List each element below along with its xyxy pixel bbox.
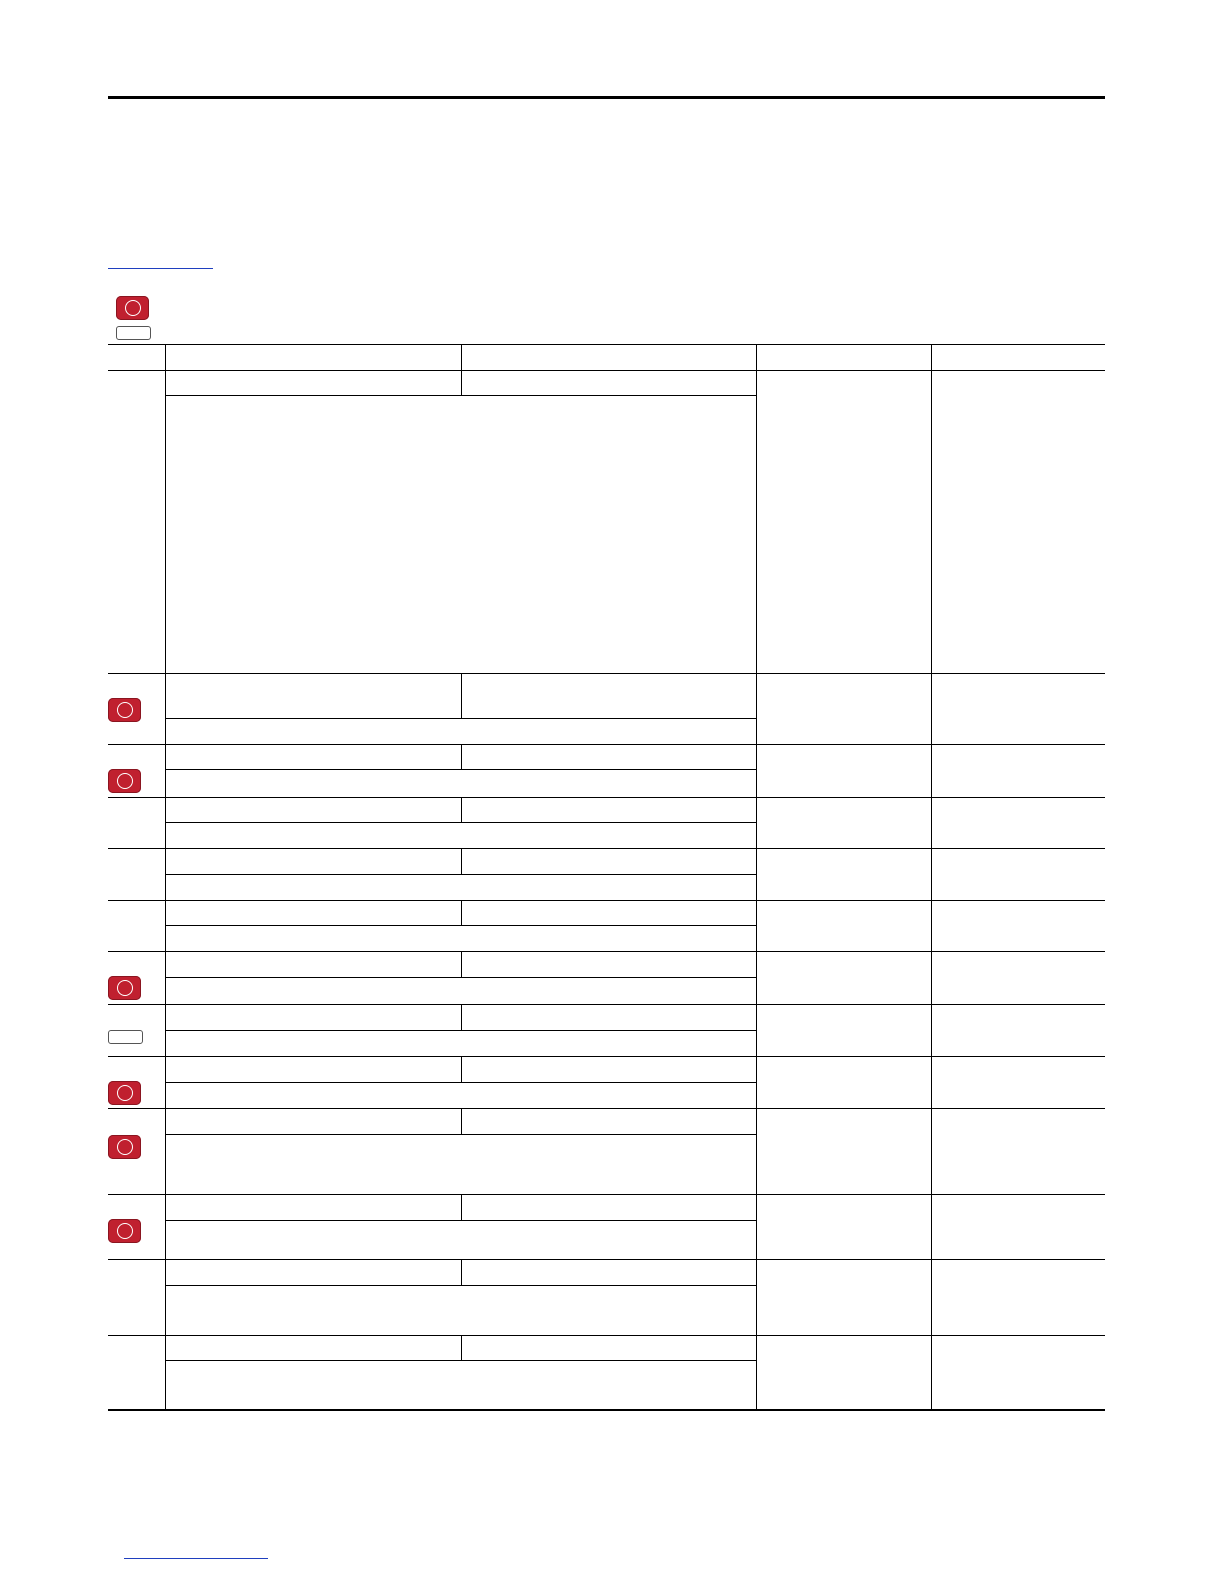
- column-divider: [756, 370, 757, 1410]
- cell-divider: [461, 797, 462, 822]
- cell-divider: [461, 900, 462, 925]
- circle-icon: [117, 980, 133, 996]
- cell-divider: [461, 1004, 462, 1030]
- cell-divider: [461, 673, 462, 718]
- cell-divider: [461, 744, 462, 769]
- access-badge: [108, 1135, 141, 1159]
- column-divider: [931, 370, 932, 1410]
- row-rule: [108, 1004, 1105, 1005]
- row-rule: [108, 951, 1105, 952]
- legend-outline-box: [116, 326, 151, 340]
- subrow-rule: [165, 874, 757, 875]
- subrow-rule: [165, 1134, 757, 1135]
- subrow-rule: [165, 925, 757, 926]
- access-badge: [108, 976, 141, 1000]
- row-rule: [108, 1108, 1105, 1109]
- footer-link[interactable]: [124, 1558, 268, 1559]
- header-divider: [165, 344, 166, 370]
- circle-icon: [117, 1085, 133, 1101]
- cell-divider: [461, 1194, 462, 1220]
- row-rule: [108, 370, 1105, 371]
- circle-icon: [117, 702, 133, 718]
- table-bottom-rule: [108, 1409, 1105, 1411]
- row-rule: [108, 1056, 1105, 1057]
- row-rule: [108, 900, 1105, 901]
- row-rule: [108, 744, 1105, 745]
- cell-divider: [461, 951, 462, 977]
- row-rule: [108, 1335, 1105, 1336]
- blank-box-icon: [108, 1030, 143, 1044]
- subrow-rule: [165, 718, 757, 719]
- cell-divider: [461, 848, 462, 874]
- header-divider: [461, 344, 462, 370]
- circle-icon: [117, 773, 133, 789]
- subrow-rule: [165, 1082, 757, 1083]
- access-badge: [108, 1219, 141, 1243]
- access-badge: [108, 698, 141, 722]
- cell-divider: [461, 1056, 462, 1082]
- access-badge: [108, 769, 141, 793]
- header-divider: [756, 344, 757, 370]
- circle-icon: [125, 300, 141, 316]
- subrow-rule: [165, 769, 757, 770]
- circle-icon: [117, 1139, 133, 1155]
- circle-icon: [117, 1223, 133, 1239]
- header-rule: [108, 96, 1105, 99]
- header-divider: [931, 344, 932, 370]
- legend-red-badge: [116, 296, 149, 320]
- row-rule: [108, 848, 1105, 849]
- column-divider: [165, 370, 166, 1410]
- subrow-rule: [165, 1360, 757, 1361]
- subrow-rule: [165, 1285, 757, 1286]
- cross-reference-link[interactable]: [108, 268, 213, 269]
- cell-divider: [461, 370, 462, 395]
- subrow-rule: [165, 822, 757, 823]
- row-rule: [108, 1194, 1105, 1195]
- cell-divider: [461, 1259, 462, 1285]
- table-top-rule: [108, 344, 1105, 345]
- subrow-rule: [165, 1030, 757, 1031]
- cell-divider: [461, 1335, 462, 1360]
- subrow-rule: [165, 1220, 757, 1221]
- row-rule: [108, 1259, 1105, 1260]
- access-badge: [108, 1081, 141, 1105]
- subrow-rule: [165, 395, 757, 396]
- row-rule: [108, 673, 1105, 674]
- subrow-rule: [165, 977, 757, 978]
- cell-divider: [461, 1108, 462, 1134]
- row-rule: [108, 797, 1105, 798]
